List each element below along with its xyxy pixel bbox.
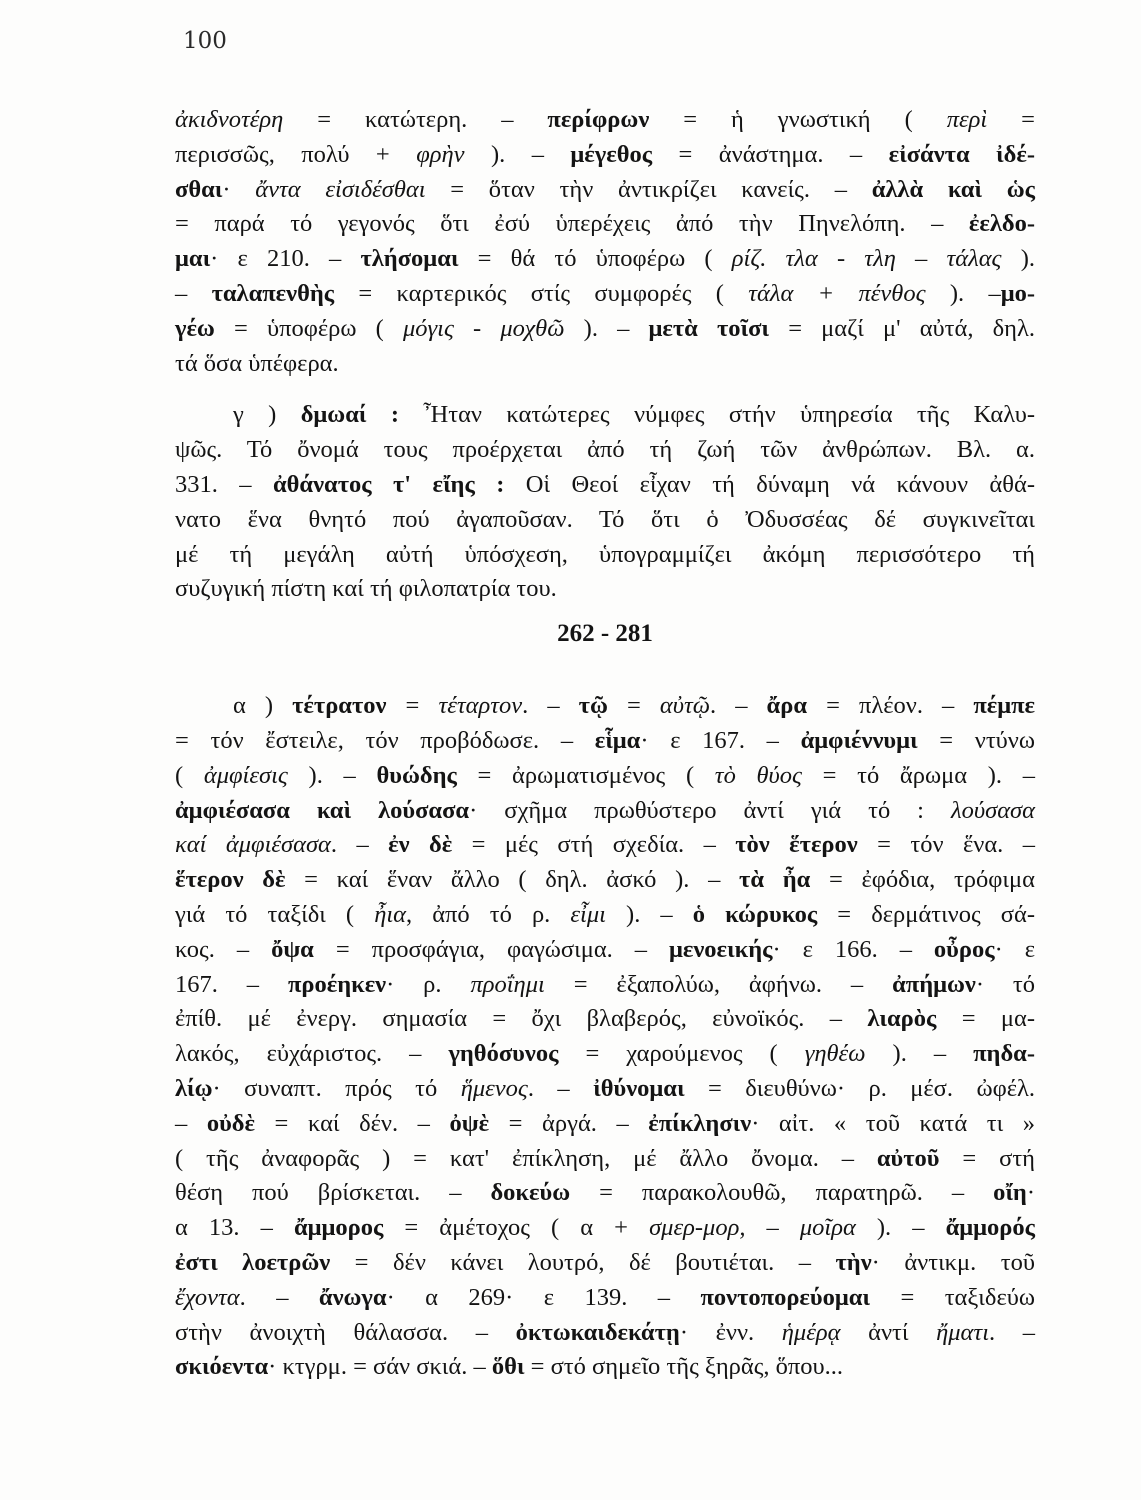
gloss-text: λακός, εὐχάριστος. – [175,1040,449,1068]
lemma: ὀψὲ [449,1109,490,1137]
text-line [175,347,1035,382]
italic-phrase: αὐτῷ [659,692,711,720]
gloss-text: = [386,692,439,720]
gloss-text: ). – [287,761,377,789]
lemma: σθαι [175,175,223,203]
italic-phrase: γηθέω [804,1040,866,1068]
gloss-text: α 13. – [175,1214,294,1242]
gloss-text: = ὑποφέρω ( [214,314,403,342]
gloss-text: ). – [925,279,1001,307]
text-line [175,503,1035,538]
text-line [175,1142,1035,1177]
text-line [175,138,1035,173]
text-line [175,103,1035,138]
lemma: οὐδὲ [206,1109,255,1137]
lemma: ἄμμορός [945,1214,1035,1242]
text-line [175,794,1035,829]
lemma: ἰθύνομαι [593,1074,685,1102]
lemma: τλήσομαι [360,245,459,273]
gloss-text: = καί δέν. – [254,1109,450,1137]
gloss-text: ἀντί [840,1318,937,1346]
gloss-text: = πλέον. – [807,692,974,720]
gloss-text: ). – [605,900,693,928]
gloss-text: . – [330,831,389,859]
verse-range-heading: 262 - 281 [557,620,653,648]
italic-phrase: ἤματι [936,1318,989,1346]
gloss-text: στὴν ἀνοιχτὴ θάλασσα. – [175,1318,516,1346]
lemma: ἕτερον δὲ [175,866,286,894]
commentary-text [175,103,1035,1385]
italic-phrase: περὶ [946,106,988,133]
gloss-text: = στή [939,1144,1035,1172]
gloss-text: = ἀμέτοχος ( α + [383,1214,650,1242]
gloss-text: = τόν ἕνα. – [857,831,1035,859]
text-line [175,173,1035,208]
lemma: ταλαπενθὴς [211,279,335,307]
gloss-text: τά ὅσα ὑπέφερα. [175,349,339,377]
text-line [175,724,1035,759]
gloss-text: κος. – [175,935,272,963]
italic-phrase: λούσασα [951,796,1035,824]
gloss-text: 167. – [175,970,288,998]
lemma: μενοεικής [669,935,773,963]
gloss-text: · αἰτ. « τοῦ κατά τι » [751,1109,1035,1137]
lemma: ὀκτωκαιδεκάτῃ [515,1318,680,1346]
gloss-text: Ἦταν κατώτερες νύμφες στήν ὑπηρεσία τῆς Καλυ- [399,401,1035,429]
italic-phrase: ἔχοντα [175,1283,240,1311]
gloss-text: περισσῶς, πολύ + [175,140,417,168]
gloss-text: = θά τό ὑποφέρω ( [458,245,732,273]
gloss-text: μέ τή μεγάλη αὐτή ὑπόσχεση, ὑπογραμμίζει ἀκόμη περισσότερο τή [175,540,1035,568]
lemma: πηδα- [973,1040,1035,1068]
lemma: προέηκεν [287,970,387,998]
text-line [175,1246,1035,1281]
gloss-text: = κατώτερη. – [283,106,548,133]
gloss-text: = παρακολουθῶ, παρατηρῶ. – [570,1179,994,1207]
lemma: ὄψα [271,935,314,963]
gloss-text: · συναπτ. πρός τό [212,1074,461,1102]
gloss-text: · α 269· ε 139. – [386,1283,701,1311]
gloss-text: = ὅταν τὴν ἀντικρίζει κανείς. – [425,175,872,203]
gloss-text: = δερμάτινος σά- [817,900,1035,928]
text-line [175,759,1035,794]
gloss-text: · [1026,1179,1035,1207]
gloss-text: = ἀργά. – [489,1109,649,1137]
text-line [175,968,1035,1003]
lemma: ποντοπορεύομαι [700,1283,871,1311]
italic-phrase: σμερ-μορ, – μοῖρα [649,1214,856,1242]
text-line [175,398,1035,433]
lemma: λίῳ [175,1074,213,1102]
lemma: τὴν [835,1248,872,1276]
gloss-text: = μές στή σχεδία. – [452,831,736,859]
lemma: γηθόσυνος [448,1040,559,1068]
text-line [175,1002,1035,1037]
gloss-text: γιά τό ταξίδι ( [175,900,375,928]
text-line [175,689,1035,724]
italic-phrase: ρίζ. τλα - τλη – τάλας [731,245,1002,273]
gloss-text: – [175,279,212,307]
text-line [175,1176,1035,1211]
gloss-text: = μαζί μ' αὐτά, δηλ. [769,314,1035,342]
gloss-text: = ἐξαπολύω, ἀφήνω. – [544,970,893,998]
text-line [175,572,1035,607]
text-line [175,207,1035,242]
gloss-text: = μα- [936,1005,1035,1033]
lemma: τὰ ἦα [739,866,811,894]
lemma: ἀμφιέσασα καὶ λούσασα [175,796,470,824]
gloss-text: = δέν κάνει λουτρό, δέ βουτιέται. – [330,1248,836,1276]
gloss-text: = καρτερικός στίς συμφορές ( [334,279,749,307]
lemma: θυώδης [376,761,457,789]
lemma: μετὰ τοῖσι [648,314,770,342]
italic-phrase: ἡμέρᾳ [781,1318,841,1346]
italic-phrase: ἦια [374,900,407,928]
gloss-text: · ἀντικμ. τοῦ [871,1248,1035,1276]
italic-phrase: φρὴν [416,140,465,168]
gloss-text: , ἀπό τό ρ. [406,900,571,928]
lemma: εἷμα [594,726,641,754]
gloss-text: ψῶς. Τό ὄνομά τους προέρχεται ἀπό τή ζωή τῶν ἀνθρώπων. Βλ. α. [175,436,1035,464]
text-line [175,898,1035,933]
gloss-text: = τόν ἔστειλε, τόν προβόδωσε. – [175,726,595,754]
italic-phrase: καί ἀμφιέσασα [175,831,331,859]
gloss-text: = ἀνάστημα. – [652,140,889,168]
gloss-text: . – [522,692,579,720]
italic-phrase: προΐημι [470,970,545,998]
gloss-text: α ) [233,692,293,720]
text-line [175,1107,1035,1142]
gloss-text: · ε 167. – [640,726,801,754]
lemma: ἀπήμων [892,970,976,998]
gloss-text: νατο ἕνα θνητό πού ἀγαποῦσαν. Τό ὅτι ὁ Ὀδυσσέας δέ συγκινεῖται [175,505,1035,533]
italic-phrase: ἀκιδνοτέρη [175,106,284,133]
lemma: τὸν ἕτερον [735,831,858,859]
lemma: ἄμμορος [293,1214,384,1242]
lemma: μαι [175,245,211,273]
text-line [175,863,1035,898]
gloss-text: ). – [865,1040,974,1068]
lemma: ἄνωγα [318,1283,387,1311]
lemma: ἐπίκλησιν [648,1109,752,1137]
lemma: ὁ κώρυκος [692,900,818,928]
text-line [175,1037,1035,1072]
gloss-text: συζυγική πίστη καί τή φιλοπατρία του. [175,575,557,603]
italic-phrase: τὸ θύος [714,761,802,789]
text-line [175,1316,1035,1351]
lemma: ὅθι [491,1353,525,1381]
text-line [175,433,1035,468]
gloss-text: ). – [564,314,649,342]
gloss-text: ( [175,761,204,789]
lemma: τῷ [578,692,608,720]
italic-phrase: τάλα + πένθος [748,279,926,307]
section-commentary-verses [175,689,1035,1385]
gloss-text: = [607,692,660,720]
gloss-text: 331. – [175,470,273,498]
lemma: μο- [1000,279,1036,307]
lemma: ἀθάνατος τ' εἴης : [272,470,505,498]
gloss-text: = χαρούμενος ( [558,1040,805,1068]
lemma: ἐν δὲ [388,831,453,859]
text-line [175,828,1035,863]
text-line [175,538,1035,573]
italic-phrase: μόγις - μοχθῶ [402,314,565,342]
gloss-text: = ντύνω [917,726,1036,754]
italic-phrase: εἶμι [570,900,606,928]
lemma: ἀλλὰ καὶ ὡς [871,175,1035,203]
lemma: ἐελδο- [968,210,1035,238]
gloss-text: – [175,1109,207,1137]
text-line [175,1211,1035,1246]
gloss-text: · ε 210. – [210,245,361,273]
gloss-text: ). [1001,245,1035,273]
gloss-text: = τό ἄρωμα ). – [801,761,1035,789]
lemma: δοκεύω [490,1179,571,1207]
lemma: οἴη [993,1179,1027,1207]
gloss-text: = παρά τό γεγονός ὅτι ἐσύ ὑπερέχεις ἀπό τὴν Πηνελόπη. – [175,210,969,238]
gloss-text: ). – [855,1214,946,1242]
text-line [175,242,1035,277]
lemma: εἰσάντα ἰδέ- [888,140,1035,168]
text-line [175,468,1035,503]
gloss-text: θέση πού βρίσκεται. – [175,1179,491,1207]
gloss-text: ἐπίθ. μέ ἐνεργ. σημασία = ὄχι βλαβερός, εὐνοϊκός. – [175,1005,868,1033]
lemma: μέγεθος [570,140,653,168]
text-line [175,933,1035,968]
gloss-text: = διευθύνω· ρ. μέσ. ὠφέλ. [684,1074,1036,1102]
gloss-text: = στό σημεῖο τῆς ξηρᾶς, ὅπου... [524,1353,844,1381]
gloss-text: · ρ. [386,970,471,998]
lemma: λιαρὸς [867,1005,937,1033]
gloss-text: · ε [994,935,1035,963]
gloss-text: = [987,106,1035,133]
lemma: ἐστι λοετρῶν [175,1248,331,1276]
text-line [175,1072,1035,1107]
lemma: δμωαί : [300,401,399,429]
lemma: τέτρατον [292,692,387,720]
gloss-text: · [222,175,256,203]
gloss-text: = ἀρωματισμένος ( [456,761,715,789]
section-commentary-c [175,398,1035,607]
gloss-text: = ἡ γνωστική ( [649,106,947,133]
text-line [175,1281,1035,1316]
gloss-text: Οἱ Θεοί εἶχαν τή δύναμη νά κάνουν ἀθά- [504,470,1035,498]
gloss-text: . – [239,1283,319,1311]
italic-phrase: ἥμενος [460,1074,528,1102]
gloss-text: . – [527,1074,594,1102]
gloss-text: · ε 166. – [772,935,934,963]
lemma: γέω [175,314,215,342]
lemma: οὖρος [933,935,995,963]
text-line [175,1350,1035,1385]
lemma: πέμπε [973,692,1036,720]
lemma: αὐτοῦ [876,1144,940,1172]
gloss-text: · τό [975,970,1036,998]
gloss-text: · ἐνν. [679,1318,782,1346]
gloss-text: · σχῆμα πρωθύστερο ἀντί γιά τό : [469,796,951,824]
gloss-text: = καί ἕναν ἄλλο ( δηλ. ἀσκό ). – [285,866,740,894]
gloss-text: γ ) [233,401,301,429]
lemma: σκιόεντα [175,1353,269,1381]
gloss-text: = ταξιδεύω [870,1283,1035,1311]
gloss-text: · κτγρμ. = σάν σκιά. – [268,1353,492,1381]
gloss-text: = ἐφόδια, τρόφιμα [810,866,1035,894]
text-line [175,312,1035,347]
lemma: ἄρα [766,692,808,720]
gloss-text: ). – [464,140,571,168]
lemma: περίφρων [547,106,650,133]
gloss-text: . – [989,1318,1035,1346]
section-commentary-b [175,103,1035,381]
text-line [175,277,1035,312]
italic-phrase: τέταρτον [438,692,523,720]
gloss-text: = προσφάγια, φαγώσιμα. – [313,935,669,963]
page-number: 100 [183,28,227,54]
italic-phrase: ἀμφίεσις [203,761,288,789]
lemma: ἀμφιέννυμι [800,726,918,754]
gloss-text: ( τῆς ἀναφορᾶς ) = κατ' ἐπίκληση, μέ ἄλλο ὄνομα. – [175,1144,877,1172]
gloss-text: . – [710,692,767,720]
italic-phrase: ἄντα εἰσιδέσθαι [255,175,426,203]
